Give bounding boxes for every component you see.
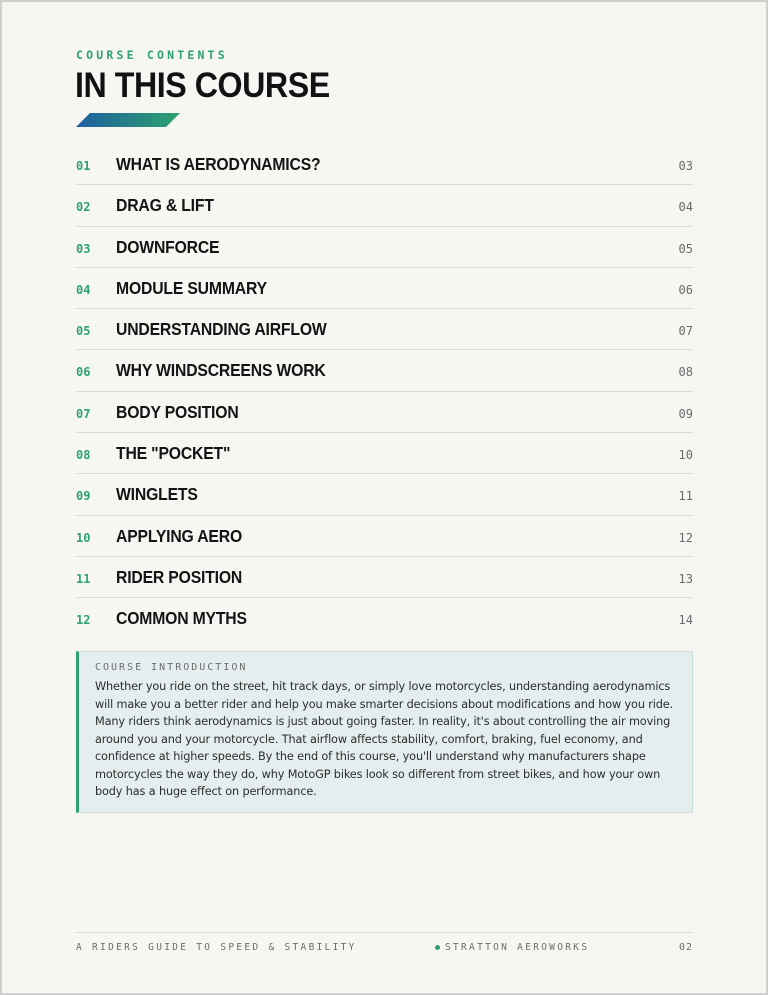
toc-page-number: 10: [678, 448, 693, 463]
toc-number: 10: [76, 530, 91, 545]
toc-row[interactable]: [76, 268, 693, 309]
toc-row[interactable]: [76, 474, 693, 515]
toc-page-number: 06: [678, 282, 693, 297]
toc-row[interactable]: [76, 227, 693, 268]
toc-number: 04: [76, 282, 91, 297]
toc-page-number: 12: [678, 530, 693, 545]
toc-row[interactable]: [76, 309, 693, 350]
toc-title[interactable]: THE "POCKET": [116, 443, 231, 464]
toc-page-number: 05: [678, 241, 693, 256]
toc-title[interactable]: MODULE SUMMARY: [116, 277, 267, 298]
toc-row[interactable]: [76, 392, 693, 433]
toc-number: 11: [76, 571, 91, 586]
footer-page-number: 02: [678, 942, 693, 953]
toc-page-number: 14: [678, 613, 693, 628]
toc-number: 05: [76, 324, 91, 339]
section-eyebrow: COURSE CONTENTS: [76, 48, 228, 62]
toc-row[interactable]: [76, 557, 693, 598]
toc-title[interactable]: COMMON MYTHS: [116, 608, 247, 629]
toc-number: 07: [76, 406, 91, 421]
toc-row[interactable]: [76, 516, 693, 557]
toc-page-number: 08: [678, 365, 693, 380]
toc-title[interactable]: APPLYING AERO: [116, 525, 243, 546]
page: [2, 2, 766, 993]
toc-page-number: 04: [678, 200, 693, 215]
toc-row[interactable]: [76, 144, 693, 185]
footer-brand-name: STRATTON AEROWORKS: [445, 942, 590, 953]
toc-row[interactable]: [76, 433, 693, 474]
footer-guide-title: A RIDERS GUIDE TO SPEED & STABILITY: [76, 942, 357, 953]
toc-title[interactable]: WHAT IS AERODYNAMICS?: [116, 154, 321, 174]
toc-row[interactable]: [76, 350, 693, 391]
toc-number: 06: [76, 365, 91, 380]
toc-title[interactable]: DRAG & LIFT: [116, 195, 214, 216]
toc-title[interactable]: UNDERSTANDING AIRFLOW: [116, 319, 327, 340]
course-introduction-box: [76, 651, 693, 813]
toc-page-number: 13: [678, 571, 693, 586]
footer-divider: [76, 932, 693, 933]
accent-bar: [76, 113, 180, 127]
toc-page-number: 09: [678, 406, 693, 421]
toc-title[interactable]: WINGLETS: [116, 484, 198, 505]
toc-number: 08: [76, 448, 91, 463]
toc-title[interactable]: BODY POSITION: [116, 401, 239, 422]
intro-body: Whether you ride on the street, hit track days, or simply love motorcycles, understanding aerodynamics will make you a better rider and help you make smarter decisions about modifications and how you ride. Many riders think aerodynamics is just about going faster. In reality, it's about controlling the air moving around you and your motorcycle. That airflow affects stability, comfort, braking, fuel economy, and confidence at higher speeds. By the end of this course, you'll understand why manufacturers shape motorcycles the way they do, why MotoGP bikes look so different from street bikes, and how your own body has a huge effect on performance.: [95, 680, 674, 798]
toc-row[interactable]: [76, 598, 693, 639]
footer-brand: [435, 942, 589, 953]
bullet-dot-icon: [435, 945, 440, 950]
intro-label: COURSE INTRODUCTION: [95, 662, 248, 673]
page-title: IN THIS COURSE: [75, 66, 330, 105]
toc-number: 02: [76, 200, 91, 215]
toc-page-number: 11: [678, 489, 693, 504]
toc-title[interactable]: RIDER POSITION: [116, 566, 243, 587]
toc-row[interactable]: [76, 185, 693, 226]
toc-page-number: 07: [678, 324, 693, 339]
toc-number: 01: [76, 159, 91, 173]
toc-title[interactable]: DOWNFORCE: [116, 236, 220, 257]
toc-page-number: 03: [678, 159, 693, 173]
table-of-contents: [76, 144, 693, 640]
toc-title[interactable]: WHY WINDSCREENS WORK: [116, 360, 326, 381]
toc-number: 03: [76, 241, 91, 256]
toc-number: 09: [76, 489, 91, 504]
toc-number: 12: [76, 613, 91, 628]
